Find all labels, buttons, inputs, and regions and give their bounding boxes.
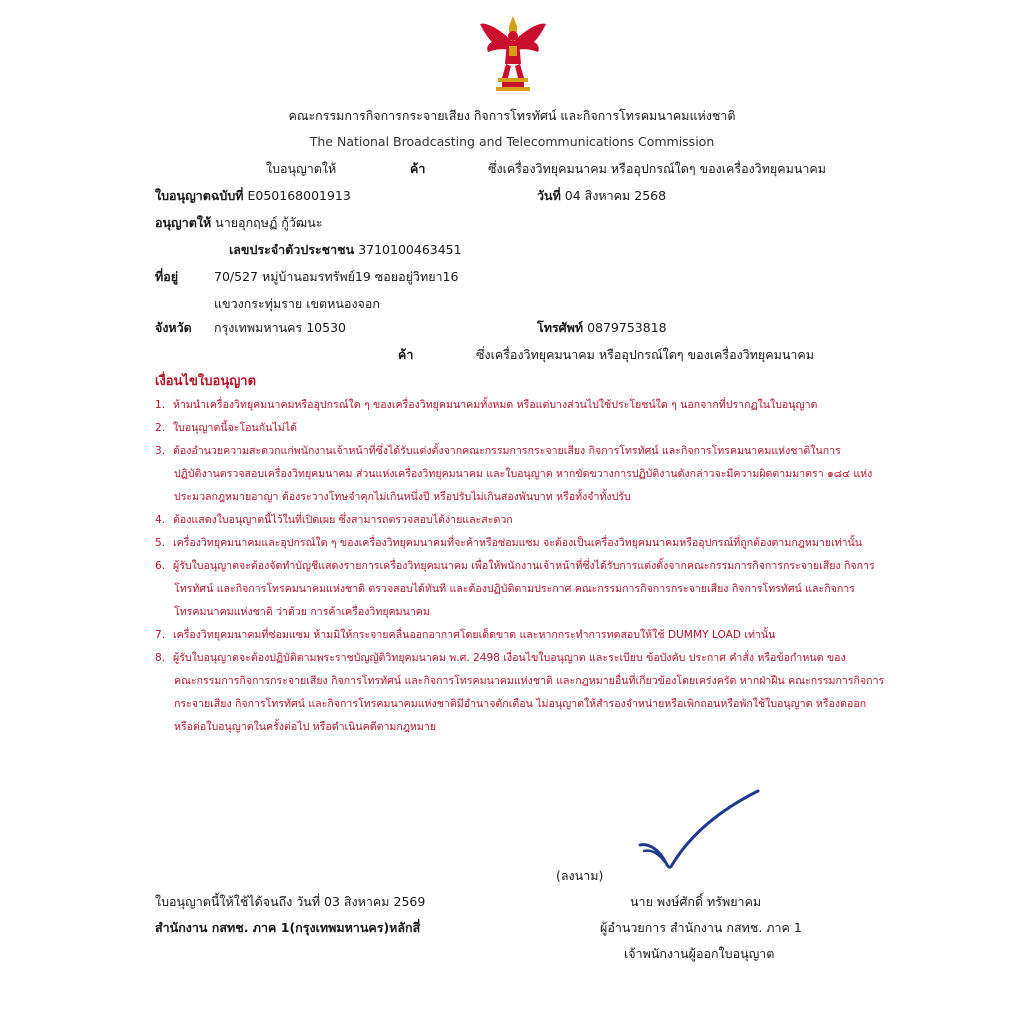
condition-line: เครื่องวิทยุคมนาคมที่ซ่อมแซม ห้ามมิให้กระจายคลื่นออกอากาศโดยเด็ดขาด และหากกระทำการทดสอบให้ใช้ DUMMY LOAD เท่านั้น: [173, 629, 776, 641]
condition-line: ผู้รับใบอนุญาตจะต้องจัดทำบัญชีแสดงรายการเครื่องวิทยุคมนาคม เพื่อให้พนักงานเจ้าหน้าที่ซึ่งได้รับการแต่งตั้งจากคณะกรรมการกิจการกระจายเสียง กิจการ: [173, 560, 875, 572]
condition-line: ใบอนุญาตนี้จะโอนกันไม่ได้: [173, 422, 297, 434]
trade2-text: ซึ่งเครื่องวิทยุคมนาคม หรืออุปกรณ์ใดๆ ของเครื่องวิทยุคมนาคม: [476, 347, 815, 362]
condition-item: [155, 626, 875, 643]
handwritten-signature: [630, 785, 770, 875]
signer-title: ผู้อำนวยการ สำนักงาน กสทช. ภาค 1: [600, 920, 802, 935]
phone-label: โทรศัพท์: [537, 320, 584, 335]
condition-number: 4.: [155, 514, 166, 526]
trade-label: ค้า: [410, 161, 426, 176]
province-label: จังหวัด: [155, 320, 192, 335]
condition-line: โทรทัศน์ และกิจการโทรคมนาคมแห่งชาติ ตรวจสอบได้ทันที และต้องปฏิบัติตามประกาศ คณะกรรมการกิจการกระจายเสียง กิจการโทรทัศน์ และกิจการ: [174, 583, 855, 595]
license-date-label: วันที่: [537, 188, 561, 203]
license-date-value: 04 สิงหาคม 2568: [564, 188, 667, 203]
citizen-id-label: เลขประจำตัวประชาชน: [229, 242, 355, 257]
sign-label: (ลงนาม): [556, 868, 604, 883]
condition-line: โทรคมนาคมแห่งชาติ ว่าด้วย การค้าเครื่องวิทยุคมนาคม: [174, 606, 430, 618]
condition-line: ผู้รับใบอนุญาตจะต้องปฏิบัติตามพระราชบัญญัติวิทยุคมนาคม พ.ศ. 2498 เงื่อนไขใบอนุญาต และระเบียบ ข้อบังคับ ประกาศ คำสั่ง หรือข้อกำหนด ของ: [173, 652, 846, 664]
condition-item: [155, 649, 875, 666]
condition-line: คณะกรรมการกิจการกระจายเสียง กิจการโทรทัศน์ และกิจการโทรคมนาคมแห่งชาติ และกฎหมายอื่นที่เกี่ยวข้องโดยเคร่งครัด หากฝ่าฝืน คณะกรรมการกิจการ: [174, 675, 885, 687]
condition-line: หรือต่อใบอนุญาตในครั้งต่อไป หรือดำเนินคดีตามกฎหมาย: [174, 721, 437, 733]
condition-line: ต้องแสดงใบอนุญาตนี้ไว้ในที่เปิดเผย ซึ่งสามารถตรวจสอบได้ง่ายและสะดวก: [173, 514, 513, 526]
trade-text: ซึ่งเครื่องวิทยุคมนาคม หรืออุปกรณ์ใดๆ ของเครื่องวิทยุคมนาคม: [488, 161, 827, 176]
condition-number: 2.: [155, 422, 166, 434]
condition-item: [155, 534, 875, 551]
citizen-id-row: [229, 240, 462, 260]
condition-number: 5.: [155, 537, 166, 549]
address-label: ที่อยู่: [155, 269, 179, 284]
grant-label: ใบอนุญาตให้: [266, 161, 337, 176]
grantee-row: [155, 213, 322, 233]
phone-row: [537, 318, 667, 338]
citizen-id-value: 3710100463451: [358, 242, 462, 257]
signer-role: เจ้าพนักงานผู้ออกใบอนุญาต: [624, 946, 775, 961]
condition-item: [155, 396, 875, 413]
condition-number: 8.: [155, 652, 166, 664]
grantee-label: อนุญาตให้: [155, 215, 212, 230]
issuing-office: สำนักงาน กสทช. ภาค 1(กรุงเทพมหานคร)หลักสี่: [155, 920, 421, 935]
condition-item: [155, 442, 875, 459]
address-line2: แขวงกระทุ่มราย เขตหนองจอก: [214, 296, 380, 311]
license-number-value: E050168001913: [247, 188, 351, 203]
garuda-emblem: [478, 14, 548, 96]
condition-line: กระจายเสียง กิจการโทรทัศน์ และกิจการโทรคมนาคมแห่งชาติมีอำนาจตักเตือน ไม่อนุญาตให้สำรองจำหน่ายหรือเพิกถอนหรือพักใช้ใบอนุญาต หรืองดออก: [174, 698, 867, 710]
condition-number: 7.: [155, 629, 166, 641]
conditions-title: เงื่อนไขใบอนุญาต: [155, 374, 257, 389]
license-number-row: [155, 186, 351, 206]
org-name-thai: คณะกรรมการกิจการกระจายเสียง กิจการโทรทัศน์ และกิจการโทรคมนาคมแห่งชาติ: [288, 108, 736, 123]
condition-line: ประมวลกฎหมายอาญา ต้องระวางโทษจำคุกไม่เกินหนึ่งปี หรือปรับไม่เกินสองพันบาท หรือทั้งจำทั้งปรับ: [174, 491, 631, 503]
condition-line: ต้องอำนวยความสะดวกแก่พนักงานเจ้าหน้าที่ซึ่งได้รับแต่งตั้งจากคณะกรรมการกระจายเสียง กิจการโทรทัศน์ และกิจการโทรคมนาคมแห่งชาติในการ: [173, 445, 841, 457]
condition-item: [155, 511, 875, 528]
province-value: กรุงเทพมหานคร 10530: [214, 320, 346, 335]
license-number-label: ใบอนุญาตฉบับที่: [155, 188, 244, 203]
grantee-value: นายอุกฤษฏ์ กู้วัฒนะ: [215, 215, 323, 230]
signer-name: นาย พงษ์ศักดิ์ ทรัพยาคม: [630, 894, 762, 909]
condition-number: 6.: [155, 560, 166, 572]
condition-item: [155, 557, 875, 574]
condition-line: เครื่องวิทยุคมนาคมและอุปกรณ์ใด ๆ ของเครื่องวิทยุคมนาคมที่จะค้าหรือซ่อมแซม จะต้องเป็นเครื่องวิทยุคมนาคมหรืออุปกรณ์ที่ถูกต้องตามกฎหมายเท่านั้น: [173, 537, 863, 549]
trade2-label: ค้า: [398, 347, 414, 362]
condition-line: ห้ามนำเครื่องวิทยุคมนาคมหรืออุปกรณ์ใด ๆ ของเครื่องวิทยุคมนาคมทั้งหมด หรือแต่บางส่วนไปใช้ประโยชน์ใด ๆ นอกจากที่ปรากฏในใบอนุญาต: [173, 399, 818, 411]
condition-number: 1.: [155, 399, 166, 411]
org-name-english: The National Broadcasting and Telecommunications Commission: [309, 134, 715, 149]
address-line1: 70/527 หมู่บ้านอมรทรัพย์19 ซอยอยู่วิทยา16: [214, 269, 459, 284]
validity-text: ใบอนุญาตนี้ให้ใช้ได้จนถึง วันที่ 03 สิงหาคม 2569: [155, 894, 426, 909]
condition-number: 3.: [155, 445, 166, 457]
condition-item: [155, 419, 875, 436]
license-date-row: [537, 186, 666, 206]
condition-line: ปฏิบัติงานตรวจสอบเครื่องวิทยุคมนาคม ส่วนแห่งเครื่องวิทยุคมนาคม และใบอนุญาต หากขัดขวางการปฏิบัติงานดังกล่าวจะมีความผิดตามมาตรา ๑๘๔ แห่ง: [174, 468, 873, 480]
phone-value: 0879753818: [587, 320, 667, 335]
